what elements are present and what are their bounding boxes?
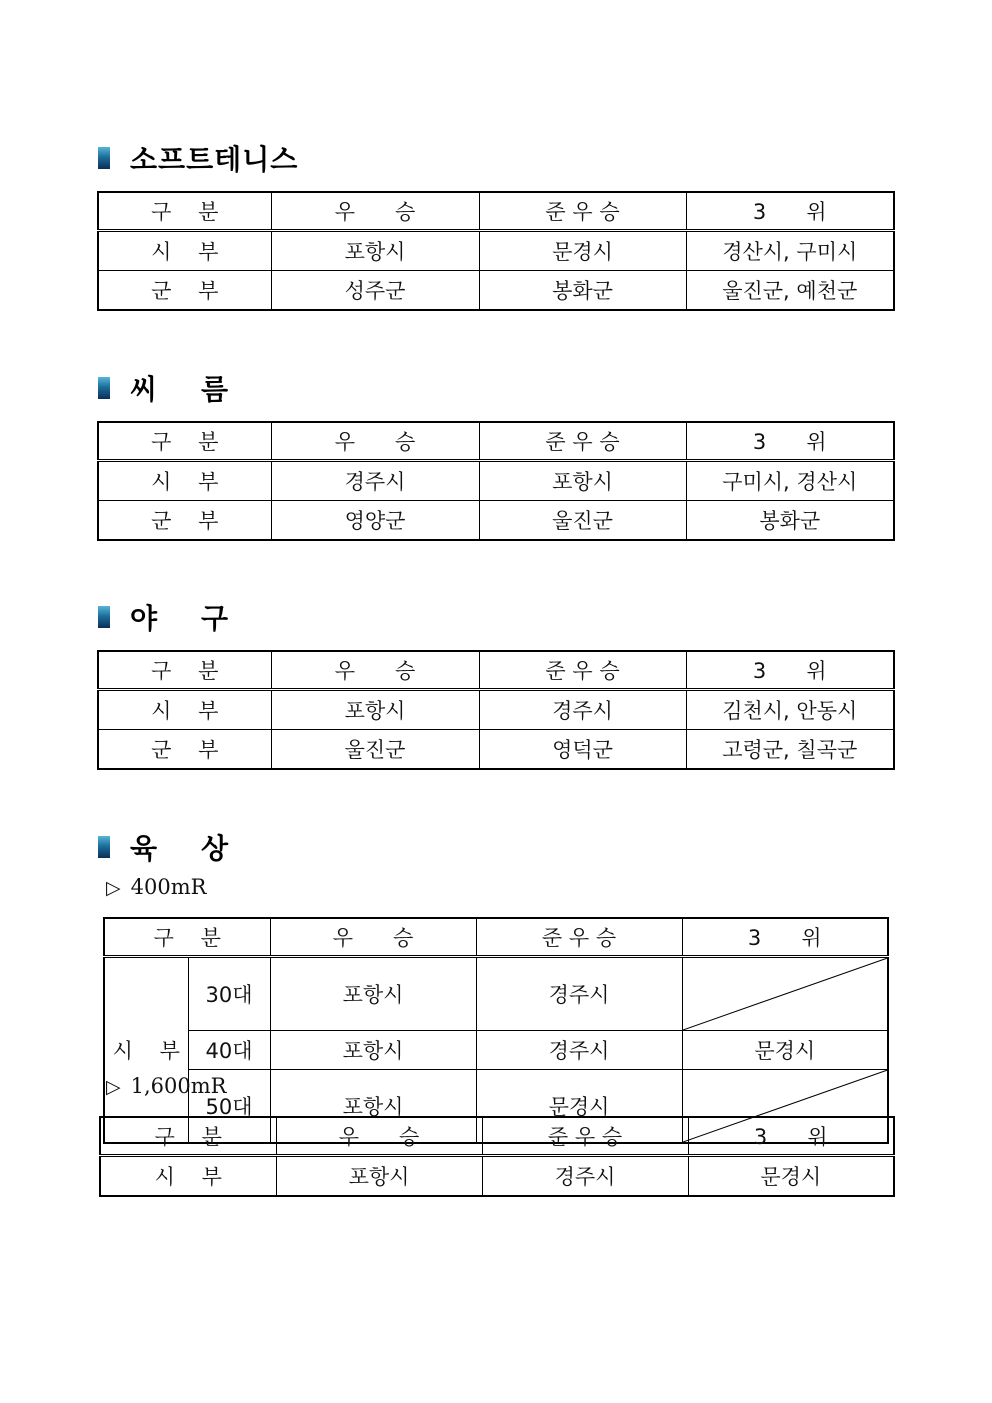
header-third: 3 위 bbox=[686, 192, 894, 231]
table-header-row bbox=[98, 192, 894, 231]
soft-tennis-table bbox=[97, 191, 895, 311]
row-runner-up: 경주시 bbox=[482, 1156, 688, 1197]
row-winner: 포항시 bbox=[270, 1031, 476, 1070]
header-runner-up: 준 우 승 bbox=[479, 422, 686, 461]
section-title-baseball bbox=[98, 600, 229, 634]
header-runner-up: 준 우 승 bbox=[479, 192, 686, 231]
row-third: 경산시, 구미시 bbox=[686, 231, 894, 271]
row-category: 군 부 bbox=[98, 271, 271, 311]
header-runner-up: 준 우 승 bbox=[482, 1117, 688, 1156]
row-winner: 포항시 bbox=[276, 1156, 482, 1197]
row-category: 군 부 bbox=[98, 730, 271, 770]
baseball-table bbox=[97, 650, 895, 770]
row-winner: 울진군 bbox=[271, 730, 479, 770]
section-title-text: 육 상 bbox=[130, 832, 230, 865]
row-winner: 포항시 bbox=[271, 231, 479, 271]
section-title-text: 야 구 bbox=[130, 602, 230, 635]
row-winner: 포항시 bbox=[271, 690, 479, 730]
table-header-row bbox=[98, 422, 894, 461]
table-row bbox=[104, 957, 888, 1031]
table-header-row bbox=[100, 1117, 894, 1156]
row-category: 시 부 bbox=[98, 461, 271, 501]
row-runner-up: 포항시 bbox=[479, 461, 686, 501]
header-category: 구 분 bbox=[98, 192, 271, 231]
section-title-ssireum bbox=[98, 371, 229, 405]
table-row bbox=[98, 231, 894, 271]
ssireum-table bbox=[97, 421, 895, 541]
section-bullet-icon bbox=[98, 377, 110, 399]
relay-400-label bbox=[106, 875, 206, 899]
row-runner-up: 경주시 bbox=[476, 957, 682, 1031]
row-runner-up: 울진군 bbox=[479, 501, 686, 541]
table-row bbox=[104, 1031, 888, 1070]
header-third: 3 위 bbox=[686, 651, 894, 690]
header-winner: 우 승 bbox=[270, 918, 476, 957]
triangle-right-icon: ▷ bbox=[106, 877, 121, 899]
row-runner-up: 봉화군 bbox=[479, 271, 686, 311]
relay-400-table bbox=[103, 917, 889, 1144]
header-winner: 우 승 bbox=[276, 1117, 482, 1156]
relay-1600-label bbox=[106, 1074, 226, 1098]
header-category: 구 분 bbox=[104, 918, 270, 957]
row-category: 시 부 bbox=[100, 1156, 276, 1197]
table-row bbox=[98, 501, 894, 541]
row-winner: 성주군 bbox=[271, 271, 479, 311]
row-runner-up: 영덕군 bbox=[479, 730, 686, 770]
table-row bbox=[98, 690, 894, 730]
row-runner-up: 문경시 bbox=[479, 231, 686, 271]
row-winner: 경주시 bbox=[271, 461, 479, 501]
section-title-text: 소프트테니스 bbox=[130, 143, 299, 176]
header-runner-up: 준 우 승 bbox=[476, 918, 682, 957]
table-row bbox=[98, 730, 894, 770]
section-bullet-icon bbox=[98, 606, 110, 628]
section-bullet-icon bbox=[98, 836, 110, 858]
row-third: 봉화군 bbox=[686, 501, 894, 541]
row-category: 시 부 bbox=[98, 231, 271, 271]
row-category: 시 부 bbox=[104, 957, 188, 1144]
header-category: 구 분 bbox=[98, 422, 271, 461]
header-winner: 우 승 bbox=[271, 651, 479, 690]
header-category: 구 분 bbox=[98, 651, 271, 690]
row-age: 50대 bbox=[188, 1070, 270, 1144]
row-winner: 포항시 bbox=[270, 957, 476, 1031]
header-third: 3 위 bbox=[688, 1117, 894, 1156]
row-third: 김천시, 안동시 bbox=[686, 690, 894, 730]
row-age: 40대 bbox=[188, 1031, 270, 1070]
table-row bbox=[100, 1156, 894, 1197]
row-runner-up: 경주시 bbox=[479, 690, 686, 730]
empty-diagonal-cell bbox=[682, 957, 888, 1031]
header-category: 구 분 bbox=[100, 1117, 276, 1156]
table-header-row bbox=[98, 651, 894, 690]
diagonal-line bbox=[683, 958, 888, 1030]
table-row bbox=[98, 271, 894, 311]
row-winner: 영양군 bbox=[271, 501, 479, 541]
section-bullet-icon bbox=[98, 147, 110, 169]
relay-1600-table bbox=[99, 1116, 895, 1197]
header-winner: 우 승 bbox=[271, 192, 479, 231]
header-runner-up: 준 우 승 bbox=[479, 651, 686, 690]
triangle-right-icon: ▷ bbox=[106, 1076, 121, 1098]
row-category: 군 부 bbox=[98, 501, 271, 541]
row-category: 시 부 bbox=[98, 690, 271, 730]
table-row bbox=[98, 461, 894, 501]
relay-1600-label-text: 1,600mR bbox=[130, 1074, 227, 1098]
row-third: 울진군, 예천군 bbox=[686, 271, 894, 311]
section-title-athletics bbox=[98, 830, 229, 864]
section-title-soft-tennis bbox=[98, 141, 298, 175]
row-third: 문경시 bbox=[688, 1156, 894, 1197]
row-runner-up: 경주시 bbox=[476, 1031, 682, 1070]
header-winner: 우 승 bbox=[271, 422, 479, 461]
row-third: 고령군, 칠곡군 bbox=[686, 730, 894, 770]
row-third: 구미시, 경산시 bbox=[686, 461, 894, 501]
table-header-row bbox=[104, 918, 888, 957]
row-age: 30대 bbox=[188, 957, 270, 1031]
row-runner-up: 문경시 bbox=[476, 1070, 682, 1144]
header-third: 3 위 bbox=[686, 422, 894, 461]
row-winner: 포항시 bbox=[270, 1070, 476, 1144]
relay-400-label-text: 400mR bbox=[130, 875, 207, 899]
row-third: 문경시 bbox=[682, 1031, 888, 1070]
section-title-text: 씨 름 bbox=[130, 373, 230, 406]
header-third: 3 위 bbox=[682, 918, 888, 957]
